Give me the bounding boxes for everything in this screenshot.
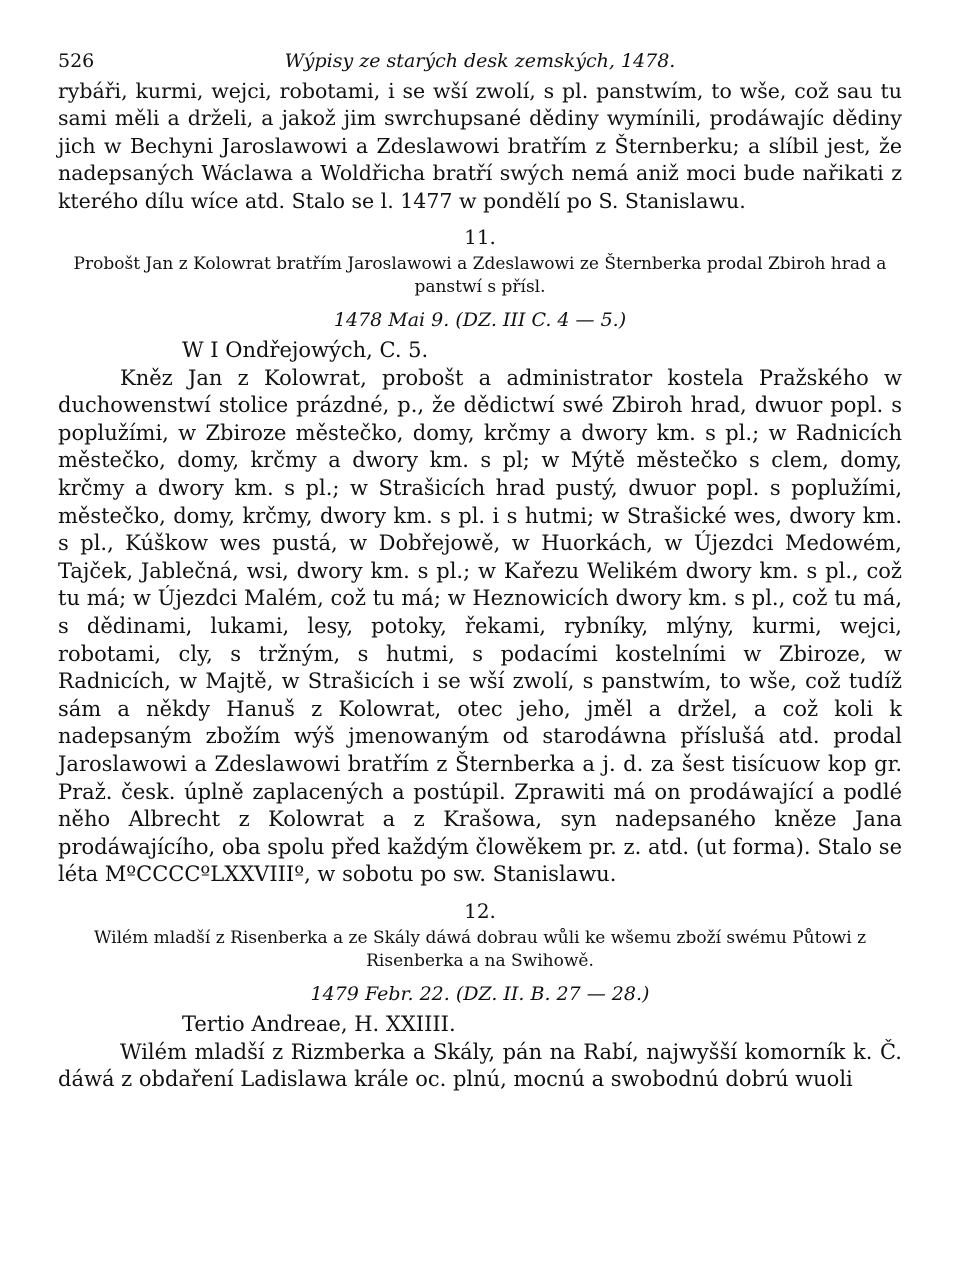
section-regest: Probošt Jan z Kolowrat bratřím Jaroslawowi a Zdeslawowi ze Šternberka prodal Zbiroh hrad a panstwí s přísl. (73, 254, 887, 298)
page-number: 526 (58, 50, 95, 72)
section-date: 1478 Mai 9. (DZ. III C. 4 — 5.) (333, 309, 627, 332)
running-header (58, 44, 902, 78)
section-regest: Wilém mladší z Risenberka a ze Skály dáwá dobrau wůli ke wšemu zboží swému Půtowi z Risenberka a na Swihowě. (93, 927, 867, 971)
section-place: W I Ondřejowých, C. 5. (182, 338, 429, 363)
section-place: Tertio Andreae, H. XXIIII. (182, 1011, 456, 1036)
section-body: Wilém mladší z Rizmberka a Skály, pán na Rabí, najwyšší komorník k. Č. dáwá z obdaření Ladislawa krále oc. plnú, mocnú a swobodnú dobrú wuoli (58, 1039, 902, 1092)
section-12 (58, 899, 902, 1094)
continuation-paragraph: rybáři, kurmi, wejci, robotami, i se wší zwolí, s pl. panstwím, to wše, což sau tu sami měli a drželi, a jakož jim swrchupsané děd​iny wymínili, prodáwajíc dědiny jich w Bechyni Jaroslawowi a Zdeslawowi bratřím z Šternberku; a slíbil jest, že nadepsaných Wáclawa a Woldřicha bratří swých nemá aniž moci bude nařikati z kterého dílu wíce atd. Stalo se l. 1477 w pondělí po S. Stanislawu. (58, 79, 902, 213)
section-date: 1479 Febr. 22. (DZ. II. B. 27 — 28.) (310, 982, 650, 1005)
section-number: 12. (464, 898, 496, 923)
section-body: Kněz Jan z Kolowrat, probošt a administrator kostela Pražského w duchowenstwí stolice prázdné, p., že dědictwí swé Zbiroh hrad, dwuor popl. s poplužími, w Zbiroze městečko, domy, krčmy a dwory km. s pl.; w Radnicích městečko, domy, krčmy a dwory km. s pl; w Mýtě městečko s clem, domy, krčmy a dwory km. s pl.; w Strašicích hrad pustý, dwuor popl. s poplužími, městečko, domy, krčmy, dwory km. s pl. i s hutmi; w Strašické wes, dwory km. s pl., Kúškow wes pustá, w Dobřejowě, w Huorkách, w Újezdci Medowém, Tajček, Jablečná, wsi, dwory km. s pl.; w Kařezu Welikém dwory km. s pl., což tu má; w Újezdci Malém, což tu má; w Heznowicích dwory km. s pl., což tu má, s dědinami, lukami, lesy, potoky, řekami, rybníky, mlýny, kurmi, wejci, robotami, cly, s tržným, s hutmi, s podacími kostelními w Zbiroze, w Radnicích, w Majtě, w Strašicích i se wší zwolí, s panstwím, to wše, což tudíž sám a někdy Hanuš z Kolowrat, otec jeho, jměl a držel, a což koli k nadepsaným zbožím wýš jmenowaným od starodáwna příslušá atd. prodal Jaroslawowi a Zdeslawowi bratřím z Šternberka a j. d. za šest tisícuow kop gr. Praž. česk. úplně zaplacených a postúpil. Zprawiti má on prodáwající a podlé něho Albrecht z Kolowrat a z Krašowa, syn nadepsaného kněze Jana prodáwajícího, oba spolu před každým člowěkem pr. z. atd. (ut forma). Stalo se léta MºCCCCºLXXVIIIº, w sobotu po sw. Stanislawu. (58, 365, 902, 887)
section-11 (58, 225, 902, 889)
running-title: Wýpisy ze starých desk zemských, 1478. (284, 50, 676, 72)
section-number: 11. (464, 225, 496, 250)
